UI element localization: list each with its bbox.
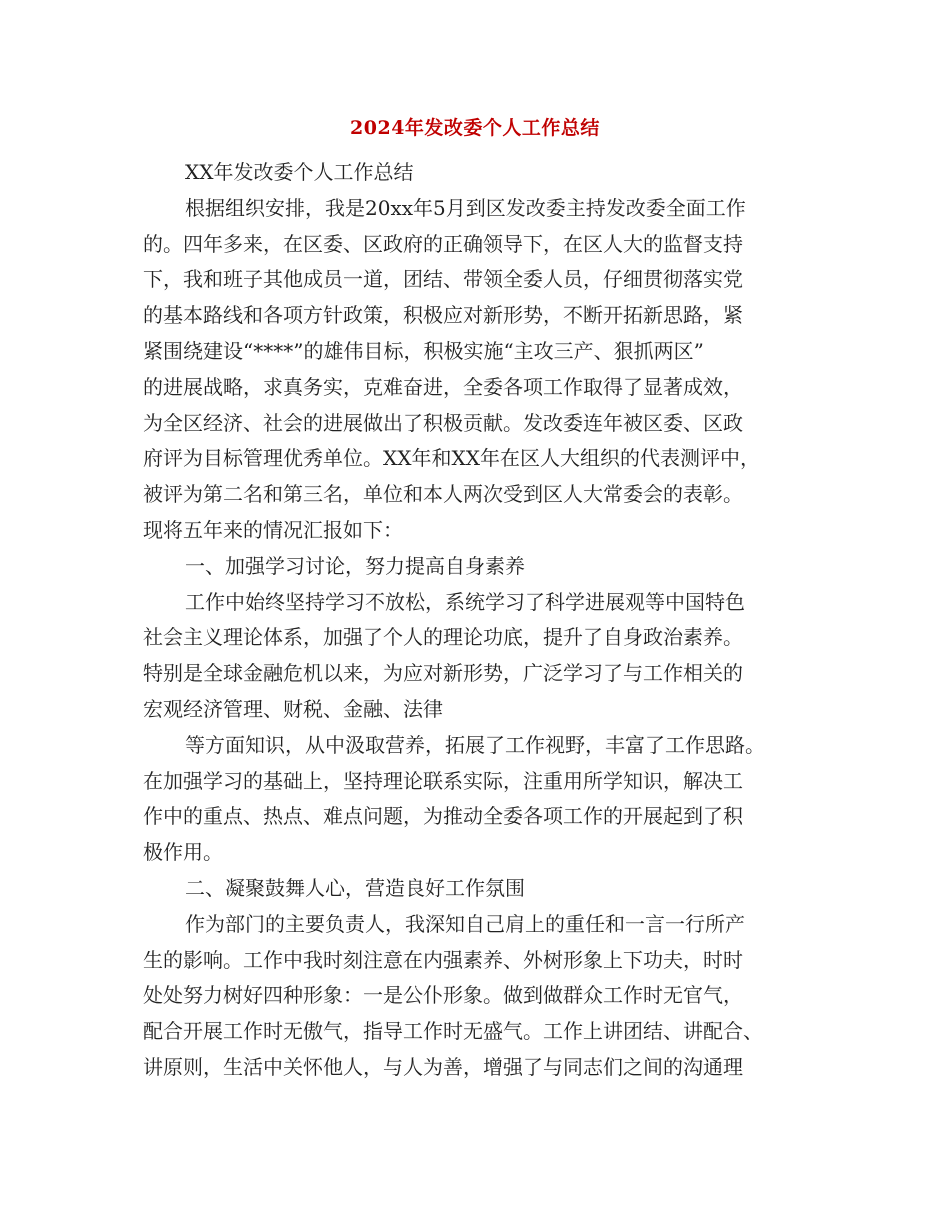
paragraph-line: 社会主义理论体系，加强了个人的理论功底，提升了自身政治素养。 <box>143 625 743 650</box>
document-body <box>143 155 813 1086</box>
paragraph-line: 讲原则，生活中关怀他人，与人为善，增强了与同志们之间的沟通理 <box>143 1054 743 1079</box>
paragraph-line: 处处努力树好四种形象：一是公仆形象。做到做群众工作时无官气， <box>143 983 743 1008</box>
paragraph-line: 作中的重点、热点、难点问题，为推动全委各项工作的开展起到了积 <box>143 804 743 829</box>
paragraph-line: 宏观经济管理、财税、金融、法律 <box>143 696 443 721</box>
paragraph-line: 根据组织安排，我是20xx年5月到区发改委主持发改委全面工作 <box>185 195 746 220</box>
paragraph-line: 下，我和班子其他成员一道，团结、带领全委人员，仔细贯彻落实党 <box>143 267 743 292</box>
paragraph-line: 紧围绕建设“****”的雄伟目标，积极实施“主攻三产、狠抓两区” <box>143 338 704 363</box>
document-title: 2024年发改委个人工作总结 <box>350 117 600 139</box>
subtitle-line: XX年发改委个人工作总结 <box>185 160 414 184</box>
paragraph-line: 工作中始终坚持学习不放松，系统学习了科学进展观等中国特色 <box>185 589 745 614</box>
paragraph-line: 特别是全球金融危机以来，为应对新形势，广泛学习了与工作相关的 <box>143 661 743 686</box>
section-heading: 一、加强学习讨论，努力提高自身素养 <box>185 553 525 578</box>
paragraph-line: 府评为目标管理优秀单位。XX年和XX年在区人大组织的代表测评中， <box>143 446 760 471</box>
paragraph-line: 现将五年来的情况汇报如下： <box>143 517 403 542</box>
paragraph-line: 的基本路线和各项方针政策，积极应对新形势，不断开拓新思路，紧 <box>143 303 743 328</box>
paragraph-line: 作为部门的主要负责人，我深知自己肩上的重任和一言一行所产 <box>185 911 745 936</box>
paragraph-line: 生的影响。工作中我时刻注意在内强素养、外树形象上下功夫，时时 <box>143 947 743 972</box>
paragraph-line: 为全区经济、社会的进展做出了积极贡献。发改委连年被区委、区政 <box>143 410 743 435</box>
paragraph-line: 配合开展工作时无傲气，指导工作时无盛气。工作上讲团结、讲配合、 <box>143 1019 763 1044</box>
paragraph-line: 被评为第二名和第三名，单位和本人两次受到区人大常委会的表彰。 <box>143 482 743 507</box>
paragraph-line: 等方面知识，从中汲取营养，拓展了工作视野，丰富了工作思路。 <box>185 732 765 757</box>
paragraph-line: 的。四年多来，在区委、区政府的正确领导下，在区人大的监督支持 <box>143 231 743 256</box>
section-heading: 二、凝聚鼓舞人心，营造良好工作氛围 <box>185 875 525 900</box>
paragraph-line: 在加强学习的基础上，坚持理论联系实际，注重用所学知识，解决工 <box>143 768 743 793</box>
paragraph-line: 的进展战略，求真务实，克难奋进，全委各项工作取得了显著成效， <box>143 374 743 399</box>
paragraph-line: 极作用。 <box>143 840 223 865</box>
